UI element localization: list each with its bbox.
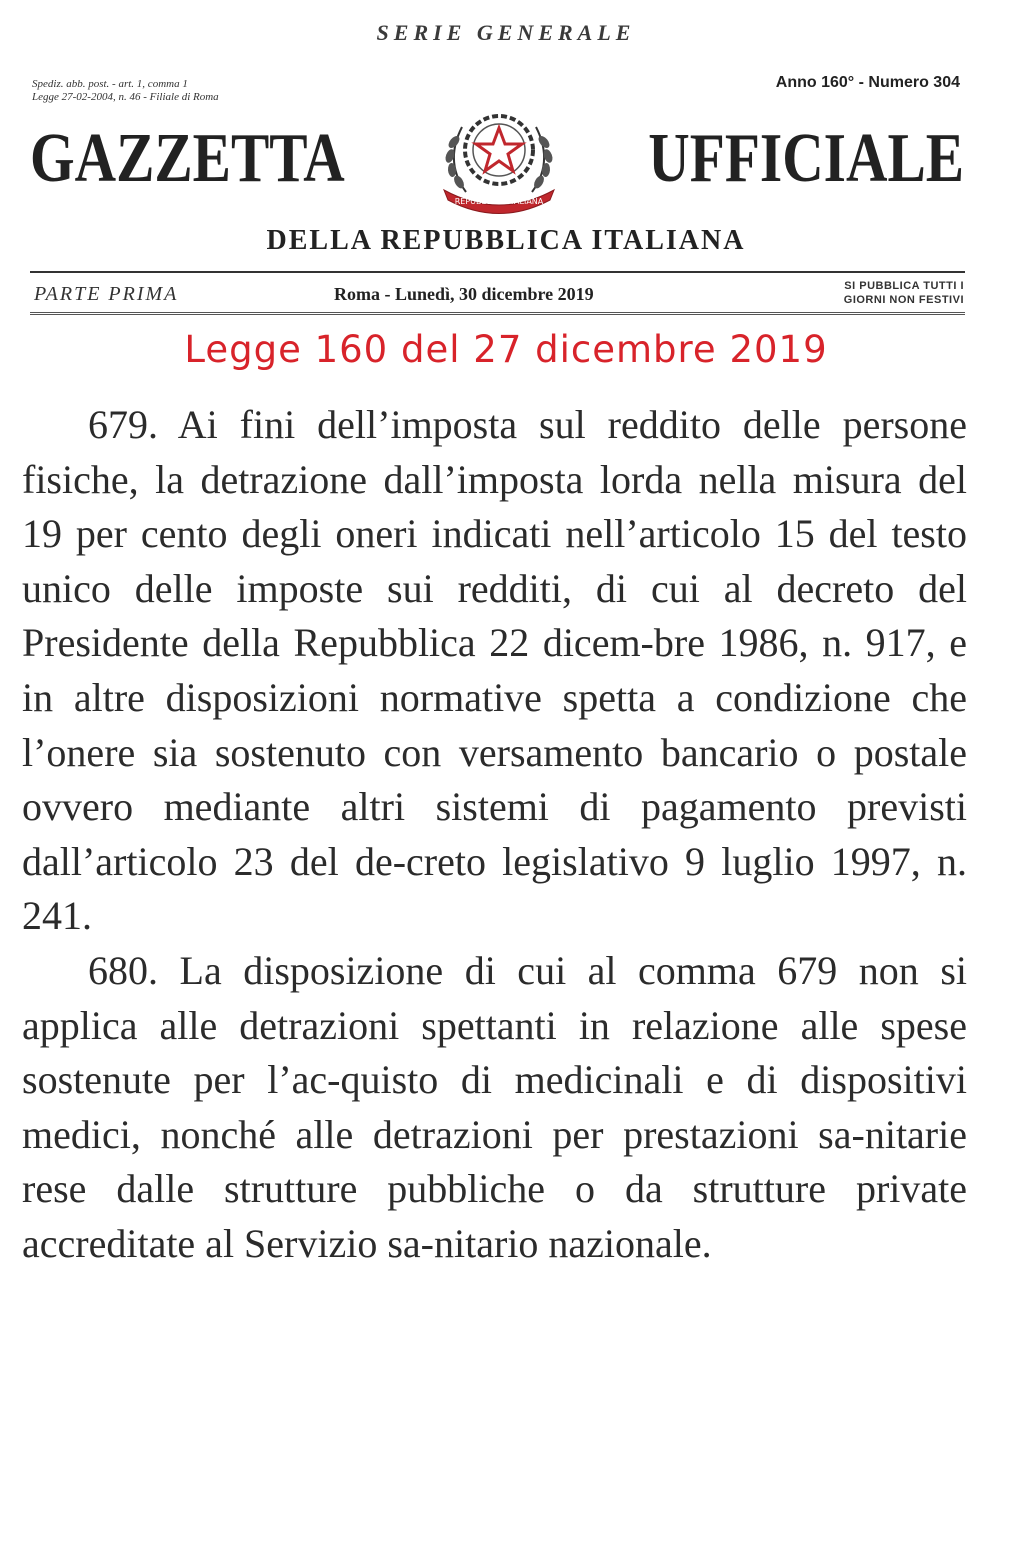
masthead-subtitle: DELLA REPUBBLICA ITALIANA [266,225,746,256]
law-title-overlay: Legge 160 del 27 dicembre 2019 [184,328,828,371]
header-rule-top [30,271,965,273]
issue-date: Roma - Lunedì, 30 dicembre 2019 [334,284,594,304]
publication-note-line-1: SI PUBBLICA TUTTI I [844,280,964,292]
spedizione-note [32,78,219,104]
serie-label: SERIE GENERALE [376,20,636,45]
republic-emblem-icon [424,92,574,217]
header-rule-bottom [30,312,965,315]
spedizione-line-1: Spediz. abb. post. - art. 1, comma 1 [32,78,188,90]
issue-number: Anno 160° - Numero 304 [775,74,960,91]
parte-label: PARTE PRIMA [34,283,179,305]
publication-note [844,279,964,307]
emblem-ribbon-text: REPUBBLICA ITALIANA [454,197,544,206]
paragraph-680: 680. La disposizione di cui al comma 679 non si applica alle detrazioni spettanti in relazione alle spese sostenute per l’ac-quisto di medicinali e di dispositivi medici, nonché alle detrazioni per prestazioni sa-nitarie rese dalle strutture pubbliche o da strutture private accreditate al Servizio sa-nitario nazionale. [22,947,967,1266]
paragraph-679: 679. Ai fini dell’imposta sul reddito delle persone fisiche, la detrazione dall’imposta lorda nella misura del 19 per cento degli oneri indicati nell’articolo 15 del testo unico delle imposte sui redditi, di cui al decreto del Presidente della Repubblica 22 dicem-bre 1986, n. 917, e in altre disposizioni normative spetta a condizione che l’onere sia sostenuto con versamento bancario o postale ovvero mediante altri sistemi di pagamento previsti dall’articolo 23 del de-creto legislativo 9 luglio 1997, n. 241. [22,402,967,939]
publication-note-line-2: GIORNI NON FESTIVI [843,294,964,306]
spedizione-line-2: Legge 27-02-2004, n. 46 - Filiale di Roma [32,91,219,103]
masthead-title-left: GAZZETTA [30,120,345,197]
law-text [22,398,967,1272]
masthead-title-right: UFFICIALE [648,120,964,197]
